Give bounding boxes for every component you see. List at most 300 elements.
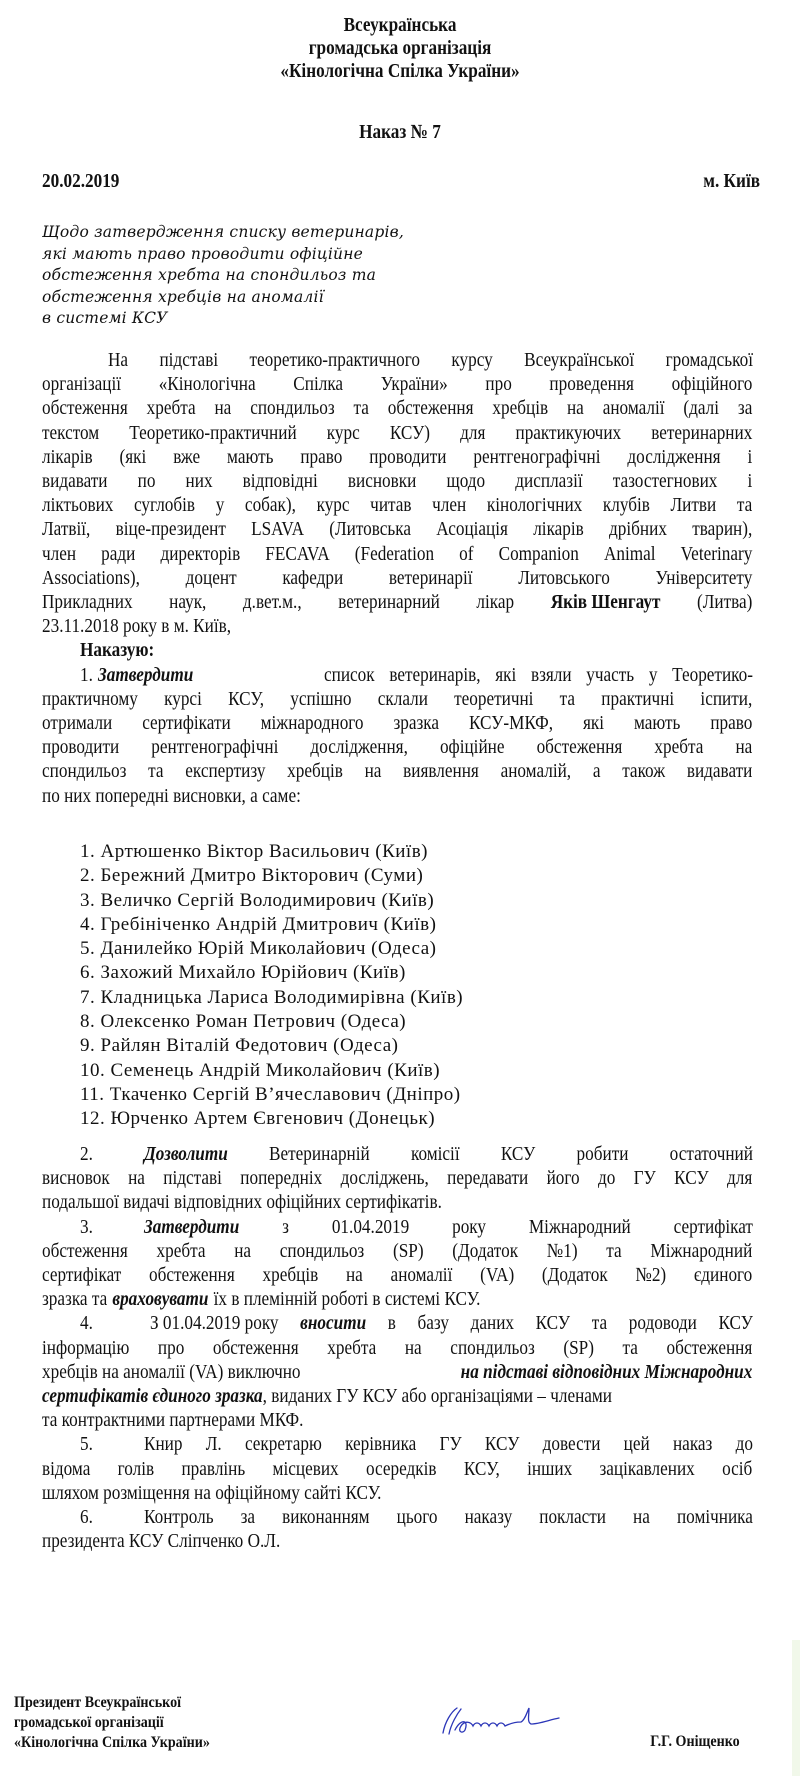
word: єдиного: [693, 1264, 753, 1286]
org-name-line-1: Всеукраїнська: [343, 14, 457, 36]
text-line-inner: [108, 348, 753, 372]
word: аномалії: [390, 1264, 453, 1286]
word: шляхом розміщення на офіційному сайті КСУ.: [42, 1481, 382, 1504]
text-line-inner: [150, 1311, 753, 1335]
word: вносити: [300, 1312, 367, 1335]
word: зразка та: [42, 1288, 108, 1311]
word: на підставі відповідних Міжнародних: [460, 1360, 753, 1383]
subject-line: в системі КСУ: [42, 309, 168, 327]
word: КСУ,: [463, 1457, 500, 1480]
word: рентгенографічні: [473, 445, 601, 468]
list-item: 7. Кладницька Лариса Володимирівна (Київ): [80, 986, 464, 1008]
text-line: [324, 663, 800, 687]
word: за: [240, 1506, 256, 1528]
text-line: [42, 1529, 753, 1553]
word: організації: [42, 373, 122, 396]
word: помічника: [676, 1506, 753, 1528]
word: Міжнародний: [528, 1215, 631, 1238]
word: аномалій,: [500, 760, 572, 783]
word: висновок: [42, 1167, 110, 1190]
word: курс: [326, 421, 360, 444]
text-line-inner: [42, 759, 752, 783]
text-line: [42, 1481, 753, 1505]
text-line: [42, 1408, 753, 1432]
signer-name: Г.Г. Оніщенко: [650, 1733, 740, 1750]
text-line-inner: [144, 1432, 753, 1456]
word: ГУ: [633, 1167, 656, 1190]
word: по них попередні висновки, а саме:: [42, 784, 301, 807]
word: обстеження: [149, 1264, 235, 1286]
text-line-inner: [80, 638, 790, 662]
word: а: [592, 760, 601, 783]
org-name-line-2: громадська організація: [308, 37, 492, 59]
word: хребців на аномалії (VA) виключно: [42, 1360, 301, 1383]
text-line-inner: [42, 469, 752, 493]
word: цього: [396, 1506, 438, 1528]
text-line-inner: [42, 687, 752, 711]
word: сертифікати: [142, 712, 231, 734]
text-line: [42, 372, 753, 396]
word: (SP): [392, 1239, 424, 1262]
word: курсу: [451, 349, 493, 371]
word: Контроль: [144, 1506, 214, 1528]
word: собак),: [244, 494, 296, 517]
word: хребців: [262, 1264, 319, 1286]
subject-line: обстеження хребта на спондильоз та: [42, 266, 377, 284]
word: довести: [542, 1433, 601, 1456]
word: відповідні: [242, 470, 318, 492]
word: Всеукраїнської: [524, 349, 635, 371]
word: наказ: [672, 1433, 713, 1456]
word: ради: [101, 542, 136, 565]
text-line-inner: [42, 1263, 752, 1287]
text-line-inner: [42, 1336, 752, 1360]
word: в: [387, 1312, 396, 1335]
text-line: [42, 614, 753, 638]
word: Затвердити: [98, 663, 194, 686]
word: віце-президент: [115, 518, 226, 541]
word: подальшої видачі відповідних офіційних сертифікатів.: [42, 1191, 442, 1214]
word: та: [591, 1312, 608, 1335]
word: обстеження: [42, 397, 128, 420]
word: Наказую:: [80, 639, 155, 662]
word: «Кінологічна: [158, 373, 256, 396]
word: 2.: [80, 1143, 93, 1165]
word: сертифікат: [673, 1215, 753, 1238]
word: КСУ: [500, 1143, 536, 1165]
organization-header: [56, 14, 744, 83]
word: офіційного: [671, 373, 753, 396]
word: 3.: [80, 1215, 93, 1238]
text-line: [42, 590, 753, 614]
word: міжнародного: [260, 712, 364, 734]
word: досліджень,: [340, 1167, 429, 1190]
word: курсі: [164, 687, 202, 710]
word: експертизу: [185, 760, 266, 783]
text-line-inner: [144, 1505, 753, 1529]
word: (Federation: [354, 542, 435, 565]
text-line: [42, 735, 753, 759]
word: участь: [586, 663, 635, 686]
word: дрібних: [609, 518, 667, 541]
word: хребта: [327, 1336, 377, 1359]
text-line: [42, 1336, 753, 1360]
word: про: [485, 373, 512, 396]
word: іспити,: [700, 687, 753, 710]
word: керівника: [345, 1433, 417, 1456]
word: лікар: [476, 591, 515, 613]
text-line-inner: [42, 396, 752, 420]
word: обстеження: [666, 1336, 753, 1359]
word: Університету: [655, 566, 753, 589]
word: його: [546, 1167, 580, 1190]
text-line: [42, 445, 753, 469]
text-line: [42, 1239, 753, 1263]
text-line: [144, 1215, 800, 1239]
list-item: 12. Юрченко Артем Євгенович (Донецьк): [80, 1108, 436, 1130]
word: обстеження: [387, 397, 474, 420]
word: кінологічних: [486, 494, 583, 517]
word: Ветеринарній: [269, 1143, 370, 1165]
word: мають: [227, 445, 274, 468]
text-line-inner: [144, 1215, 753, 1239]
word: КСУ: [484, 1433, 520, 1456]
word: та: [559, 687, 576, 710]
signer-title-line-3: «Кінологічна Спілка України»: [14, 1734, 210, 1751]
word: підставі: [163, 1167, 222, 1190]
word: Латвії,: [42, 518, 91, 541]
word: на: [214, 397, 232, 420]
word: успішно: [290, 687, 352, 710]
word: отримали: [42, 712, 113, 734]
word: зацікавлених: [599, 1457, 695, 1480]
text-line-inner: [42, 1239, 752, 1263]
word: , виданих ГУ КСУ або організаціями – членами: [262, 1385, 613, 1407]
word: на: [566, 397, 584, 420]
word: член: [42, 542, 77, 565]
word: взяли: [530, 663, 572, 686]
text-line: [42, 711, 753, 735]
word: На: [108, 349, 129, 371]
word: суглобів: [134, 494, 196, 517]
word: за: [737, 397, 753, 420]
word: практичні: [601, 687, 675, 710]
text-line-inner: [42, 1166, 752, 1190]
word: проводити: [369, 445, 447, 468]
word: наук,: [169, 591, 207, 613]
word: КСУ: [535, 1312, 571, 1335]
word: хребта: [146, 397, 196, 420]
word: Книр: [144, 1433, 183, 1456]
word: та: [353, 397, 369, 420]
word: Теоретико-: [672, 663, 753, 686]
word: передавати: [447, 1167, 529, 1190]
word: тварин),: [692, 518, 753, 541]
word: президента КСУ Сліпченко О.Л.: [42, 1530, 281, 1553]
text-line: [42, 1166, 753, 1190]
word: список: [324, 663, 375, 686]
word: Прикладних: [42, 591, 133, 613]
word: Л.: [205, 1433, 222, 1456]
word: Литовського: [518, 566, 610, 589]
text-line-inner: [144, 1142, 753, 1166]
text-line: [150, 1311, 800, 1335]
word: ветеринарії: [388, 566, 473, 589]
word: рентгенографічні: [151, 736, 279, 759]
word: теоретичні: [454, 687, 534, 710]
text-line: [144, 1505, 800, 1529]
word: на: [234, 1239, 252, 1262]
word: хребта: [654, 736, 704, 759]
text-line-inner: [42, 1457, 752, 1481]
word: підставі: [159, 349, 219, 371]
word: КСУ): [389, 421, 431, 444]
word: хребців: [492, 397, 549, 420]
word: видавати: [686, 760, 753, 783]
word: (VA): [480, 1264, 515, 1286]
word: Яків Шенгаут: [550, 591, 661, 613]
word: місцевих: [272, 1457, 339, 1480]
word: висновки: [347, 470, 417, 492]
word: 01.04.2019: [331, 1215, 410, 1238]
word: право: [710, 712, 753, 734]
word: Companion: [498, 542, 579, 565]
scan-edge-strip: [792, 1640, 800, 1776]
word: Міжнародний: [650, 1239, 753, 1262]
word: (Литовська: [329, 518, 411, 541]
text-line: [108, 348, 800, 372]
word: сертифікатів єдиного зразка: [42, 1385, 263, 1407]
word: у: [648, 663, 658, 686]
word: лікарів: [533, 518, 584, 541]
text-line: [42, 1190, 753, 1214]
word: Затвердити: [144, 1215, 240, 1238]
text-line: [42, 421, 753, 445]
word: директорів: [160, 542, 241, 565]
text-line: [42, 1360, 753, 1384]
word: читав: [370, 494, 412, 517]
word: сертифікат: [42, 1264, 122, 1286]
word: проведення: [549, 373, 634, 396]
list-item: 10. Семенець Андрій Миколайович (Київ): [80, 1059, 441, 1081]
handwritten-signature-icon: [435, 1700, 565, 1740]
word: проводити: [42, 736, 120, 759]
word: курс: [316, 494, 350, 517]
word: у: [215, 494, 225, 517]
word: секретарю: [244, 1433, 322, 1456]
word: щодо: [446, 470, 486, 492]
text-line-inner: [42, 1384, 752, 1408]
word: (далі: [683, 397, 720, 420]
word: №2): [635, 1264, 667, 1286]
word: про: [157, 1336, 185, 1359]
text-line-inner: [42, 784, 752, 808]
word: року: [452, 1215, 487, 1238]
word: на: [128, 1167, 145, 1190]
word: і: [747, 470, 753, 492]
signer-title-line-1: Президент Всеукраїнської: [14, 1694, 182, 1711]
signer-title-line-2: громадської організації: [14, 1714, 164, 1731]
word: КСУ: [718, 1312, 753, 1335]
text-line-inner: [42, 590, 752, 614]
word: ліктьових: [42, 494, 114, 517]
text-line-inner: [324, 663, 753, 687]
word: відома: [42, 1457, 91, 1480]
word: 5.: [80, 1433, 93, 1456]
word: спондильоз: [450, 1336, 535, 1359]
word: робити: [576, 1143, 629, 1165]
word: аномалії: [602, 397, 665, 420]
word: також: [622, 760, 666, 783]
word: їх в племінній роботі в системі КСУ.: [213, 1288, 481, 1311]
order-date: 20.02.2019: [42, 170, 120, 192]
word: Асоціація: [436, 518, 508, 541]
word: (SP): [563, 1336, 594, 1359]
word: цей: [623, 1433, 650, 1456]
order-title: Наказ № 7: [359, 121, 441, 143]
word: попередніх: [240, 1167, 323, 1190]
word: З 01.04.2019 року: [150, 1312, 279, 1335]
word: до: [597, 1167, 616, 1190]
word: ветеринарний: [338, 591, 440, 613]
text-line: [80, 638, 791, 662]
word: (Литва): [696, 591, 753, 613]
word: КСУ,: [228, 687, 265, 710]
text-line: [42, 1287, 753, 1311]
word: Спілка: [293, 373, 344, 396]
word: Литви: [670, 494, 717, 517]
word: та: [148, 760, 164, 783]
word: ветеринарних: [651, 421, 753, 444]
word: (Додаток: [541, 1264, 608, 1286]
word: дослідження: [627, 445, 721, 468]
word: Дозволити: [144, 1143, 228, 1165]
word: (які: [119, 445, 147, 468]
word: зразка: [393, 712, 440, 734]
word: наказу: [464, 1506, 513, 1528]
text-line-inner: [42, 1408, 752, 1432]
list-item: 3. Величко Сергій Володимирович (Київ): [80, 889, 435, 911]
list-item: 6. Захожий Михайло Юрійович (Київ): [80, 962, 406, 984]
word: Veterinary: [680, 542, 753, 565]
text-line: [42, 1263, 753, 1287]
word: інших: [527, 1457, 573, 1480]
word: ГУ: [439, 1433, 462, 1456]
word: спондильоз: [250, 397, 335, 420]
word: спондильоз: [279, 1239, 365, 1262]
word: КСУ-МКФ,: [468, 712, 554, 734]
text-line: [42, 784, 753, 808]
word: лікарів: [42, 445, 93, 468]
text-line-inner: [42, 711, 752, 735]
word: Animal: [603, 542, 656, 565]
list-item: 1. Артюшенко Віктор Васильович (Київ): [80, 841, 428, 862]
word: для: [460, 421, 486, 444]
word: на: [735, 736, 753, 759]
word: осіб: [722, 1457, 753, 1480]
text-line: [42, 1457, 753, 1481]
list-item: 9. Райлян Віталій Федотович (Одеса): [80, 1035, 399, 1057]
word: остаточний: [669, 1143, 753, 1165]
text-line: [42, 493, 753, 517]
text-line-inner: [42, 1360, 752, 1384]
word: до: [735, 1433, 753, 1456]
word: виявлення: [403, 760, 479, 783]
text-line: [42, 396, 753, 420]
org-name-line-3: «Кінологічна Спілка України»: [280, 60, 520, 82]
word: правлінь: [181, 1457, 246, 1480]
word: та: [606, 1239, 622, 1262]
word: голів: [117, 1457, 155, 1480]
word: 1.: [80, 663, 93, 686]
word: даних: [470, 1312, 515, 1335]
text-line-inner: [42, 542, 752, 566]
word: доцент: [185, 566, 237, 589]
text-line: [42, 1384, 753, 1408]
word: №1): [546, 1239, 578, 1262]
word: спондильоз: [42, 760, 127, 783]
word: склали: [377, 687, 428, 710]
word: по: [137, 470, 156, 492]
word: дослідження,: [310, 736, 408, 759]
word: осередків: [365, 1457, 437, 1480]
list-item: 5. Данилейко Юрій Миколайович (Одеса): [80, 938, 437, 960]
word: видавати: [42, 470, 108, 492]
word: інформацію: [42, 1336, 130, 1359]
word: які: [582, 712, 605, 734]
word: Associations),: [42, 566, 140, 589]
word: ветеринарів,: [389, 663, 481, 686]
word: офіційне: [439, 736, 505, 759]
order-subject: [42, 222, 442, 330]
word: 4.: [80, 1312, 93, 1335]
text-line: [42, 687, 753, 711]
text-line-inner: [42, 614, 752, 638]
word: на: [345, 1264, 363, 1286]
text-line-inner: [42, 1287, 752, 1311]
word: д.вет.м.,: [242, 591, 302, 613]
word: виконанням: [282, 1506, 370, 1528]
word: дисплазії: [515, 470, 583, 492]
word: практикуючих: [515, 421, 622, 444]
word: на: [364, 760, 382, 783]
word: мають: [633, 712, 681, 734]
word: які: [495, 663, 517, 686]
text-line-inner: [42, 421, 752, 445]
word: практичному: [42, 687, 138, 710]
text-line-inner: [42, 445, 752, 469]
veterinarian-list: [80, 840, 463, 1132]
word: клубів: [602, 494, 650, 517]
text-line: [42, 517, 753, 541]
word: та контрактними партнерами МКФ.: [42, 1409, 304, 1432]
text-line-inner: [42, 1481, 752, 1505]
word: враховувати: [112, 1288, 209, 1311]
word: (Додаток: [452, 1239, 519, 1262]
subject-line: Щодо затвердження списку ветеринарів,: [42, 223, 404, 241]
word: обстеження: [42, 1239, 128, 1262]
subject-line: обстеження хребців на аномалії: [42, 287, 324, 306]
word: з: [282, 1215, 289, 1238]
text-line-inner: [42, 1529, 752, 1553]
order-city: м. Київ: [703, 170, 760, 192]
word: та: [622, 1336, 638, 1359]
word: України»: [380, 373, 448, 396]
word: базу: [417, 1312, 449, 1335]
word: теоретико-практичного: [249, 349, 421, 371]
word: член: [432, 494, 467, 517]
word: of: [459, 542, 474, 565]
